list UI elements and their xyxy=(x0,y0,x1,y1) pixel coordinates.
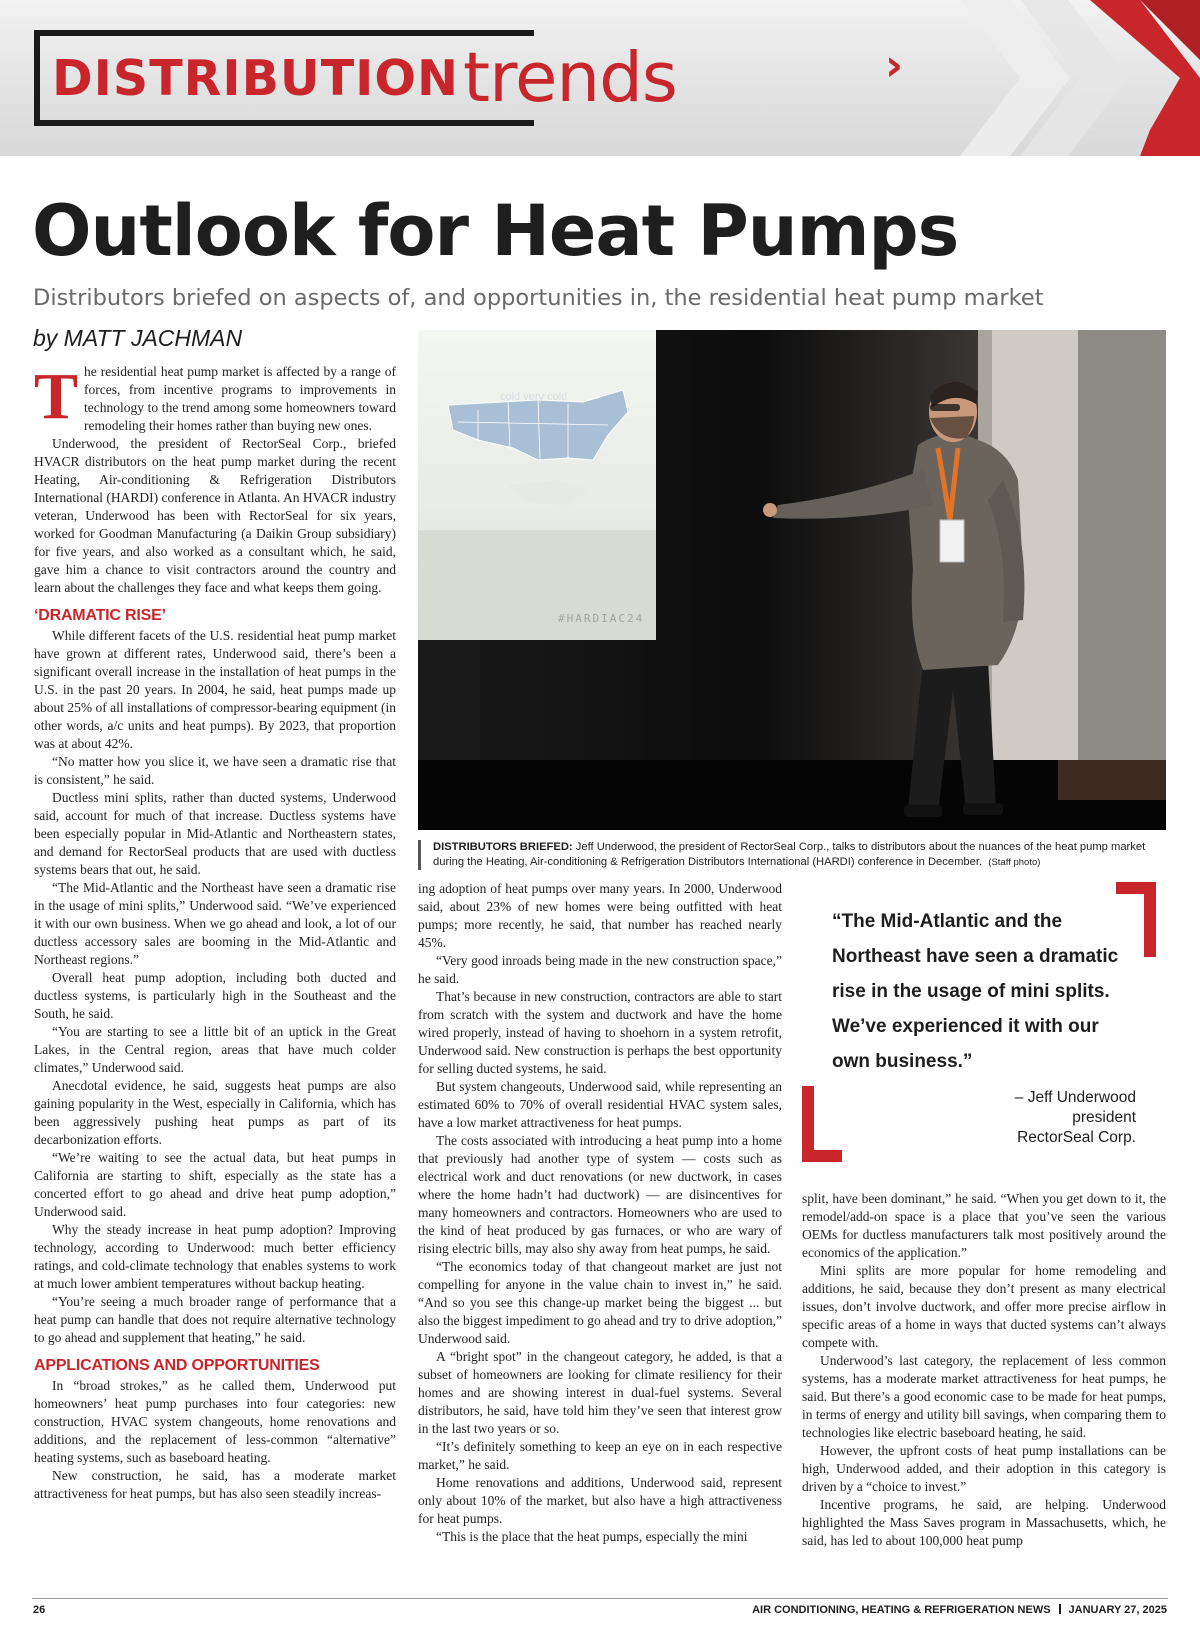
slide-map-label: cold very cold xyxy=(500,391,568,403)
paragraph: In “broad strokes,” as he called them, Underwood put homeowners’ heat pump purchases into four categories: new construction, HVAC system changeouts, home renovations and additions, and the replacement of less-common “alternative” heating systems, such as baseboard heating. xyxy=(34,1378,396,1465)
paragraph: “You are starting to see a little bit of an uptick in the Great Lakes, in the Central region, areas that have much colder climates,” Underwood said. xyxy=(34,1024,396,1075)
masthead-bold-word: DISTRIBUTION xyxy=(52,49,460,107)
paragraph: Ductless mini splits, rather than ducted systems, Underwood said, account for much of that increase. Ductless systems have been especially popular in Mid-Atlantic and Northeastern states, and demand for RectorSeal products that are used with ductless systems bears that out, he said. xyxy=(34,790,396,877)
pullquote-corner-bottom-left xyxy=(802,1086,842,1162)
pull-quote-attribution xyxy=(880,1088,1136,1148)
paragraph: “This is the place that the heat pumps, especially the mini xyxy=(436,1529,748,1544)
paragraph: Mini splits are more popular for home remodeling and additions, he said, because they don’t present as many electrical issues, don’t involve ductwork, and offer more precise airflow in specific areas of a home in ways that ducted systems can’t always compete with. xyxy=(802,1263,1166,1350)
paragraph: Home renovations and additions, Underwood said, represent only about 10% of the market, but also have a high attractiveness for heat pumps. xyxy=(418,1475,782,1526)
paragraph: “You’re seeing a much broader range of performance that a heat pump can handle that does not require alternative technology to go ahead and supplement that heating,” he said. xyxy=(34,1294,396,1345)
pull-quote: “The Mid-Atlantic and the Northeast have seen a dramatic rise in the usage of mini splits. We’ve experienced it with our own business.” xyxy=(832,911,1119,1072)
masthead-logo xyxy=(52,30,677,126)
paragraph: “We’re waiting to see the actual data, but heat pumps in California are starting to shift, especially as the state has a concerted effort to go ahead and drive heat pump adoption,” Underwood said. xyxy=(34,1150,396,1219)
attribution-title: president xyxy=(1072,1109,1136,1126)
drop-cap: T xyxy=(34,360,79,433)
paragraph: “Very good inroads being made in the new construction space,” he said. xyxy=(418,953,782,986)
paragraph: Underwood’s last category, the replacement of less common systems, has a moderate market attractiveness for heat pumps, he said. But there’s a good economic case to be made for heat pumps, in terms of energy and utility bill savings, when comparing them to technologies like electric baseboard heating, he said. xyxy=(802,1353,1166,1440)
attribution-org: RectorSeal Corp. xyxy=(1017,1129,1136,1146)
article-column-3 xyxy=(802,1190,1166,1550)
paragraph: Why the steady increase in heat pump adoption? Improving technology, according to Underwood: much better efficiency ratings, and cold-climate technology that enables systems to work at much lower ambient temperatures without backup heating. xyxy=(34,1222,396,1291)
section-heading-applications: APPLICATIONS AND OPPORTUNITIES xyxy=(34,1357,320,1374)
attribution-name: – Jeff Underwood xyxy=(1014,1089,1136,1106)
slide-hashtag: #HARDIAC24 xyxy=(558,612,645,625)
caption-text: Jeff Underwood, the president of RectorSeal Corp., talks to distributors about the nuances of the heat pump market during the Heating, Air-conditioning & Refrigeration Distributors International (HARDI) conference in December. xyxy=(433,841,1146,868)
lead-paragraph xyxy=(34,360,396,435)
paragraph: Overall heat pump adoption, including both ducted and ductless systems, is particularly high in the Southeast and the South, he said. xyxy=(34,970,396,1021)
paragraph: The costs associated with introducing a heat pump into a home that previously had another type of system — costs such as electrical work and duct renovations (or new ductwork, in cases where the home hadn’t had ductwork) — are disincentives for many homeowners and contractors. Homeowners who are used to the kind of heat produced by gas furnaces, or who are wary of rising electric bills, may also shy away from heat pumps, he said. xyxy=(418,1133,782,1256)
article-subhead: Distributors briefed on aspects of, and opportunities in, the residential heat pump market xyxy=(33,285,1044,311)
article-column-1 xyxy=(34,360,396,1503)
section-heading-dramatic-rise: ‘DRAMATIC RISE’ xyxy=(34,607,166,624)
paragraph: Underwood, the president of RectorSeal Corp., briefed HVACR distributors on the heat pump market during the recent Heating, Air-conditioning & Refrigeration Distributors International (HARDI) conference in Atlanta. An HVACR industry veteran, Underwood has been with RectorSeal for six years, worked for Goodman Manufacturing (a Daikin Group subsidiary) for five years, and also worked as a consultant which, he said, gave him a chance to visit contractors around the country and learn about the challenges they face and what keeps them going. xyxy=(34,436,396,595)
footer-separator xyxy=(1059,1604,1061,1614)
caption-credit: (Staff photo) xyxy=(988,857,1041,868)
paragraph: New construction, he said, has a moderate market attractiveness for heat pumps, but has also seen steadily increas- xyxy=(34,1468,396,1501)
article-column-2 xyxy=(418,880,782,1546)
section-banner xyxy=(0,0,1200,156)
paragraph: Incentive programs, he said, are helping. Underwood highlighted the Mass Saves program in Massachusetts, which, he said, has led to about 100,000 heat pump xyxy=(802,1497,1166,1548)
publication-name: AIR CONDITIONING, HEATING & REFRIGERATION NEWS xyxy=(752,1604,1051,1616)
paragraph: split, have been dominant,” he said. “When you get down to it, the remodel/add-on space is a place that you’ve seen the various OEMs for ductless manufacturers talk most positively around the economics of the application.” xyxy=(802,1191,1166,1260)
paragraph: “It’s definitely something to keep an eye on in each respective market,” he said. xyxy=(418,1439,782,1472)
article-photo xyxy=(418,330,1166,830)
paragraph: But system changeouts, Underwood said, while representing an estimated 60% to 70% of overall residential HVAC system sales, have a low market attractiveness for heat pumps. xyxy=(418,1079,782,1130)
lead-paragraph-text: he residential heat pump market is affected by a range of forces, from incentive programs to improvements in technology to the trend among some homeowners toward remodeling their homes rather than buying new ones. xyxy=(84,364,396,433)
paragraph: Anecdotal evidence, he said, suggests heat pumps are also gaining popularity in the West, especially in California, which has been aggressively pushing heat pumps as part of its decarbonization efforts. xyxy=(34,1078,396,1147)
footer-rule xyxy=(32,1598,1168,1599)
paragraph: While different facets of the U.S. residential heat pump market have grown at different rates, Underwood said, there’s been a significant overall increase in the installation of heat pumps in the U.S. in the past 20 years. In 2004, he said, heat pumps made up about 25% of all installations of compressor-bearing equipment (in other words, a/c units and heat pumps). By 2023, that proportion was at about 42%. xyxy=(34,628,396,751)
banner-chevron-graphic xyxy=(940,0,1200,156)
page-number: 26 xyxy=(33,1604,46,1616)
article-headline: Outlook for Heat Pumps xyxy=(32,190,959,272)
paragraph: That’s because in new construction, contractors are able to start from scratch with the system and ductwork and have the home wired properly, instead of having to shoehorn in a system retrofit, Underwood said. New construction is perhaps the best opportunity for selling ducted systems, he said. xyxy=(418,989,782,1076)
chevron-right-icon: › xyxy=(885,40,904,91)
article-byline: by MATT JACHMAN xyxy=(33,325,243,351)
issue-date: JANUARY 27, 2025 xyxy=(1068,1604,1167,1616)
paragraph: However, the upfront costs of heat pump installations can be high, Underwood added, and their adoption in this category is driven by a “choice to invest.” xyxy=(802,1443,1166,1494)
paragraph: A “bright spot” in the changeout category, he added, is that a subset of homeowners are looking for climate resiliency for their homes and are showing interest in dual-fuel systems. Several distributors, he said, have told him they’ve seen that interest grow in the last two years or so. xyxy=(418,1349,782,1436)
paragraph: “The economics today of that changeout market are just not compelling for anyone in the value chain to invest in,” he said. “And so you see this change-up market being the biggest ... but also the biggest impediment to go ahead and try to drive adoption,” Underwood said. xyxy=(418,1259,782,1346)
paragraph: “No matter how you slice it, we have seen a dramatic rise that is consistent,” he said. xyxy=(34,754,396,787)
caption-lead: DISTRIBUTORS BRIEFED: xyxy=(433,841,573,853)
paragraph: “The Mid-Atlantic and the Northeast have seen a dramatic rise in the usage of mini splits,” Underwood said. “We’ve experienced it with our own business. When we go ahead and look, a lot of our ductless accessory sales are booming in the Mid-Atlantic and Northeast regions.” xyxy=(34,880,396,967)
photo-illustration xyxy=(418,330,1166,830)
footer-publication-info xyxy=(752,1604,1167,1616)
masthead-light-word: trends xyxy=(463,37,677,118)
paragraph: ing adoption of heat pumps over many years. In 2000, Underwood said, about 23% of new homes were being outfitted with heat pumps; more recently, he said, that number has reached nearly 45%. xyxy=(418,881,782,950)
photo-caption xyxy=(418,840,1166,870)
